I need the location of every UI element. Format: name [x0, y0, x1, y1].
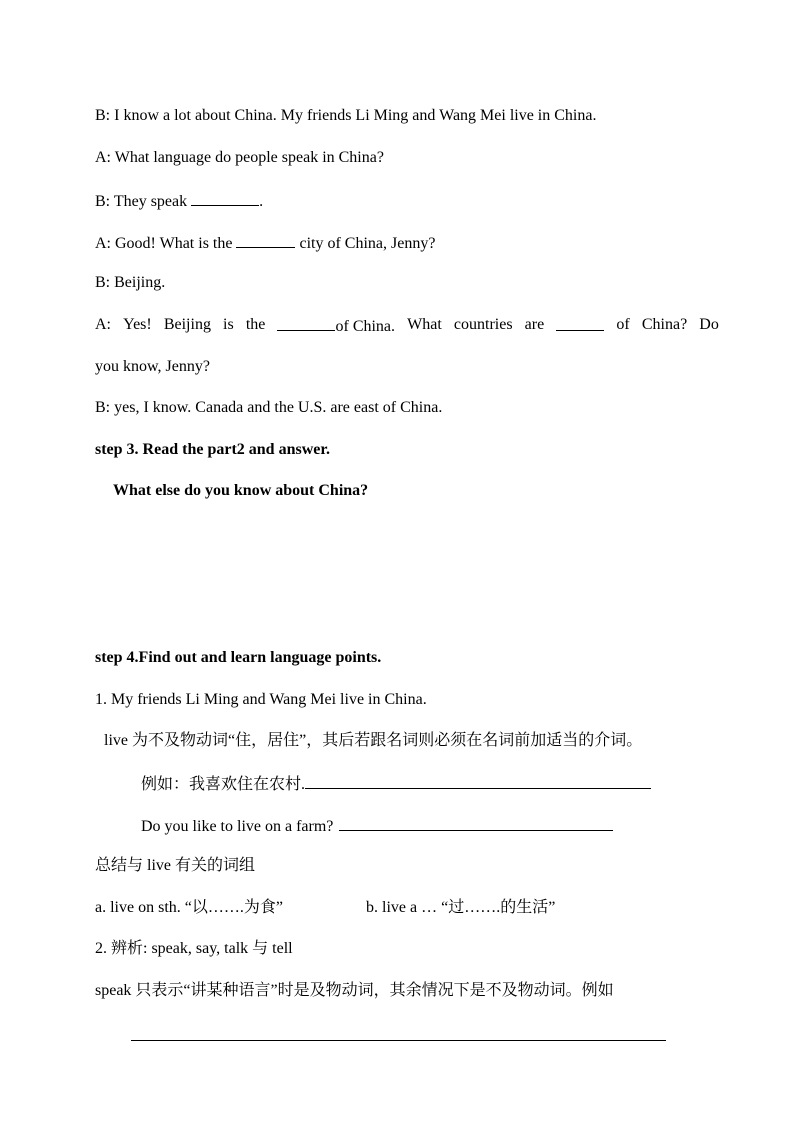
answer-line[interactable] [131, 1040, 666, 1041]
line-4-text: A: Good! What is the [95, 235, 237, 252]
blank-city[interactable] [236, 232, 295, 248]
summary-heading: 总结与 live 有关的词组 [95, 857, 255, 874]
dialogue-line-5: B: Beijing. [95, 274, 166, 291]
step3-question: What else do you know about China? [113, 482, 369, 499]
word: Beijing [163, 316, 211, 333]
line-3-text: B: They speak [95, 193, 192, 210]
blank-translation[interactable] [305, 773, 651, 789]
word: is [223, 316, 234, 333]
point-2: 2. 辨析: speak, say, talk 与 tell [95, 940, 293, 957]
word: China? [641, 316, 688, 333]
dialogue-line-8: B: yes, I know. Canada and the U.S. are east of China. [95, 399, 443, 416]
line-4-end: city of China, Jenny? [295, 235, 436, 252]
dialogue-line-2: A: What language do people speak in China? [95, 149, 384, 166]
dialogue-line-7: you know, Jenny? [95, 358, 210, 375]
point-1: 1. My friends Li Ming and Wang Mei live in China. [95, 691, 427, 708]
dialogue-line-6 [95, 315, 719, 337]
step4-heading: step 4.Find out and learn language points. [95, 649, 382, 666]
word: the [245, 316, 266, 333]
example-chinese-text: 例如：我喜欢住在农村. [141, 776, 306, 793]
dialogue-line-1: B: I know a lot about China. My friends Li Ming and Wang Mei live in China. [95, 107, 597, 124]
word: What [407, 316, 442, 333]
word: Do [699, 316, 719, 333]
dialogue-line-4 [95, 232, 435, 254]
blank-capital[interactable] [277, 315, 335, 331]
word: of China. [335, 318, 396, 335]
step3-heading: step 3. Read the part2 and answer. [95, 441, 330, 458]
blank-group [277, 315, 395, 337]
phrase-b: b. live a … “过…….的生活” [366, 899, 556, 916]
live-explanation: live 为不及物动词“住，居住”，其后若跟名词则必须在名词前加适当的介词。 [104, 732, 643, 749]
word: countries [453, 316, 513, 333]
word: are [524, 316, 545, 333]
speak-explanation: speak 只表示“讲某种语言”时是及物动词，其余情况下是不及物动词。例如 [95, 982, 614, 999]
example-chinese [141, 773, 651, 795]
example-english-text: Do you like to live on a farm? [141, 818, 334, 835]
dialogue-line-3 [95, 190, 263, 212]
line-3-end: . [259, 193, 264, 210]
word: of [616, 316, 630, 333]
blank-english-answer[interactable] [339, 815, 613, 831]
example-english [141, 815, 613, 837]
word: A: [95, 316, 111, 333]
word: Yes! [123, 316, 152, 333]
blank-direction[interactable] [556, 315, 604, 331]
phrase-a: a. live on sth. “以…….为食” [95, 899, 283, 916]
blank-language[interactable] [191, 190, 259, 206]
